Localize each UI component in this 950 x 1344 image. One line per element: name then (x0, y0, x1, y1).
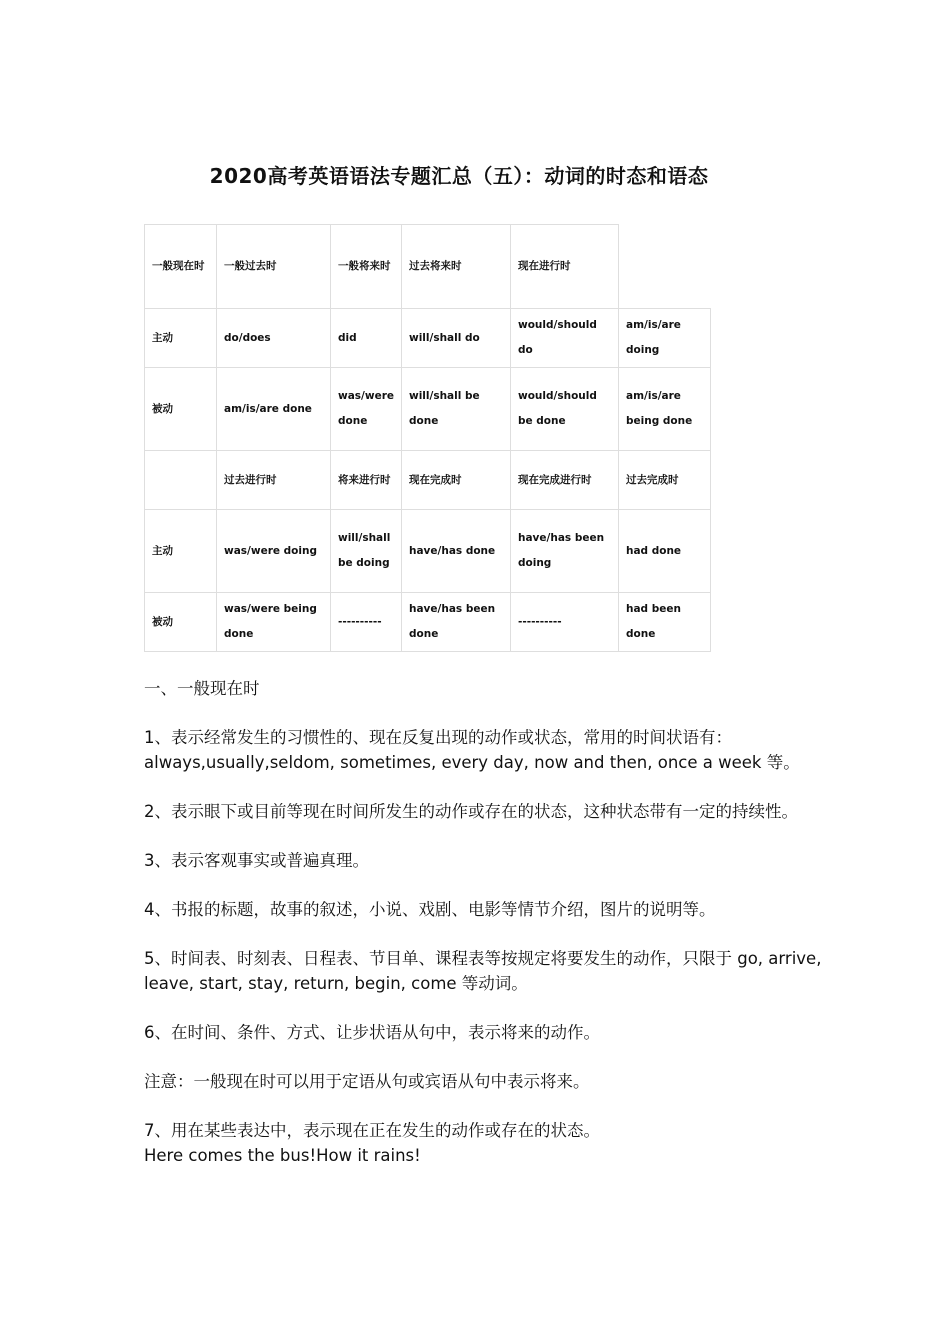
list-item: 4、书报的标题，故事的叙述，小说、戏剧、电影等情节介绍，图片的说明等。 (144, 900, 716, 919)
table-cell: will/shall be done (402, 368, 511, 451)
list-item: 7、用在某些表达中，表示现在正在发生的动作或存在的状态。 Here comes the bus!How it rains! (144, 1121, 600, 1165)
table-cell: will/shall do (402, 309, 511, 368)
article-body (144, 676, 824, 1192)
table-cell: have/has been done (402, 593, 511, 652)
table-cell: 被动 (145, 368, 217, 451)
table-cell: did (331, 309, 402, 368)
table-cell: 一般将来时 (331, 225, 402, 309)
section-heading: 一、一般现在时 (144, 679, 260, 698)
list-item: 3、表示客观事实或普遍真理。 (144, 851, 369, 870)
table-cell: was/were being done (217, 593, 331, 652)
list-item: 2、表示眼下或目前等现在时间所发生的动作或存在的状态，这种状态带有一定的持续性。 (144, 802, 798, 821)
table-row (145, 451, 711, 510)
table-cell: 过去将来时 (402, 225, 511, 309)
table-cell: 现在完成进行时 (511, 451, 619, 510)
table-cell: 现在进行时 (511, 225, 619, 309)
table-cell: was/were done (331, 368, 402, 451)
note: 注意：一般现在时可以用于定语从句或宾语从句中表示将来。 (144, 1072, 590, 1091)
table-row (145, 309, 711, 368)
table-cell: had done (619, 510, 711, 593)
table-row (145, 225, 711, 309)
table-cell: have/has been doing (511, 510, 619, 593)
table-cell: had been done (619, 593, 711, 652)
table-cell: do/does (217, 309, 331, 368)
table-cell: am/is/are doing (619, 309, 711, 368)
list-item: 6、在时间、条件、方式、让步状语从句中，表示将来的动作。 (144, 1023, 600, 1042)
table-cell (145, 451, 217, 510)
table-cell: 主动 (145, 510, 217, 593)
table-cell: would/should do (511, 309, 619, 368)
table-cell: 一般现在时 (145, 225, 217, 309)
table-cell: am/is/are done (217, 368, 331, 451)
table-cell: will/shall be doing (331, 510, 402, 593)
table-cell: 过去进行时 (217, 451, 331, 510)
table-cell: have/has done (402, 510, 511, 593)
tense-table (144, 224, 711, 652)
table-cell: am/is/are being done (619, 368, 711, 451)
table-cell: ---------- (511, 593, 619, 652)
table-cell: 被动 (145, 593, 217, 652)
table-cell: 一般过去时 (217, 225, 331, 309)
table-cell: would/should be done (511, 368, 619, 451)
table-cell: 过去完成时 (619, 451, 711, 510)
list-item: 5、时间表、时刻表、日程表、节目单、课程表等按规定将要发生的动作，只限于 go, arrive, leave, start, stay, return, begin, come 等动词。 (144, 949, 822, 993)
table-cell-empty (619, 225, 711, 309)
page-title: 2020高考英语语法专题汇总（五）：动词的时态和语态 (209, 164, 709, 188)
table-cell: 将来进行时 (331, 451, 402, 510)
table-row (145, 593, 711, 652)
table-row (145, 510, 711, 593)
table-row (145, 368, 711, 451)
table-cell: 现在完成时 (402, 451, 511, 510)
list-item: 1、表示经常发生的习惯性的、现在反复出现的动作或状态，常用的时间状语有： always,usually,seldom, sometimes, every day, now and then, once a week 等。 (144, 728, 800, 772)
table-cell: 主动 (145, 309, 217, 368)
table-cell: was/were doing (217, 510, 331, 593)
table-cell: ---------- (331, 593, 402, 652)
